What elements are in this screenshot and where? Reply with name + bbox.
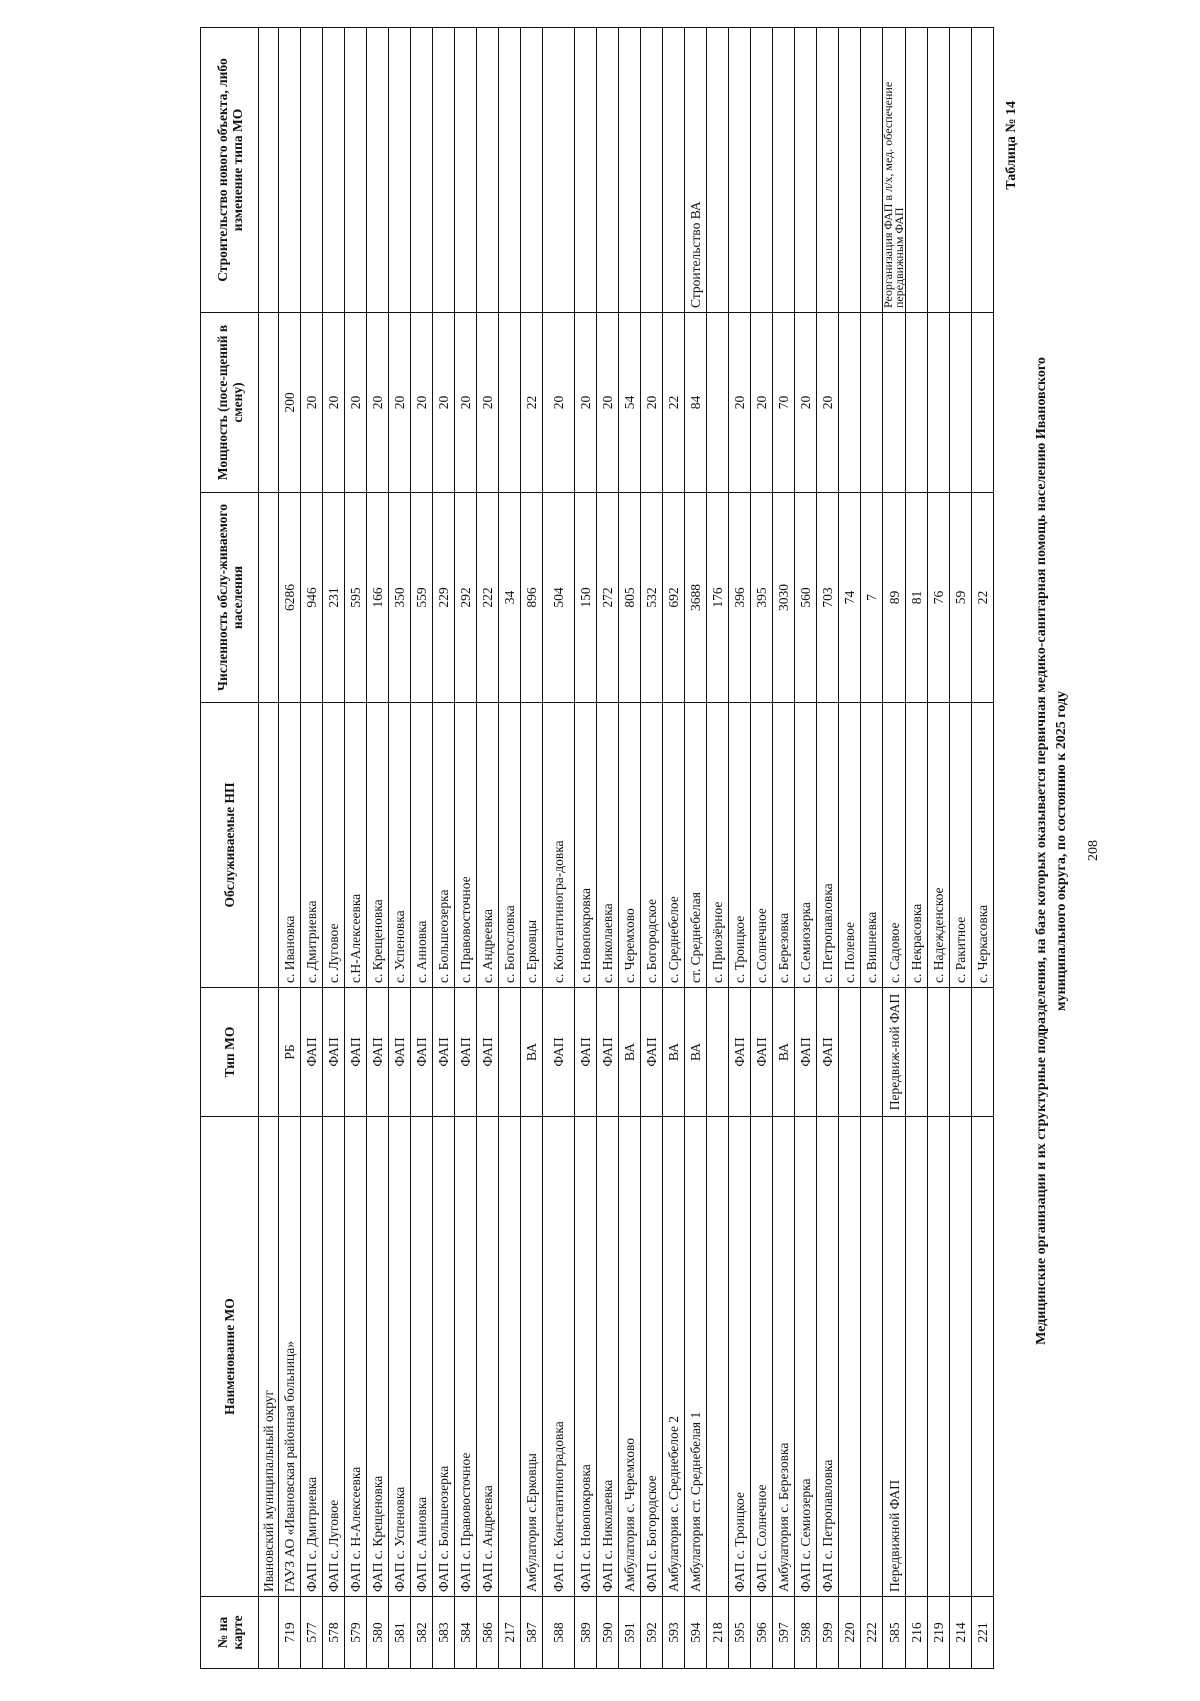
cell-population: 229 [433,493,455,703]
cell-settlement: с. Успеновка [389,703,411,988]
table-header-row [201,28,259,1669]
cell-population: 3030 [773,493,795,703]
cell-construction [597,28,619,313]
cell-org-name [707,1117,729,1597]
cell-org-name: ФАП с. Новопокровка [575,1117,597,1597]
facilities-table [200,27,994,1669]
cell-org-name: ФАП с. Дмитриевка [301,1117,323,1597]
cell-population: 395 [751,493,773,703]
cell-org-name: ФАП с. Николаевка [597,1117,619,1597]
cell-map-number: 599 [817,1597,839,1669]
cell-construction [641,28,663,313]
table-row [521,28,543,1669]
cell-org-type [950,988,972,1117]
cell-org-name: ФАП с. Луговое [323,1117,345,1597]
cell-capacity [906,313,928,493]
cell-settlement: ст. Среднебелая [685,703,707,988]
district-name: Ивановский муниципальный округ [259,1117,279,1597]
cell-org-name: ФАП с. Петропавловка [817,1117,839,1597]
cell-construction [817,28,839,313]
table-row [301,28,323,1669]
cell-capacity: 84 [685,313,707,493]
cell-org-name: ФАП с. Богородское [641,1117,663,1597]
cell-population: 805 [619,493,641,703]
cell-org-name: ФАП с. Константиноградовка [543,1117,575,1597]
cell-org-type: РБ [279,988,301,1117]
cell-population: 176 [707,493,729,703]
cell-population: 59 [950,493,972,703]
cell-org-type [972,988,994,1117]
table-row [817,28,839,1669]
cell-map-number: 588 [543,1597,575,1669]
cell-population: 6286 [279,493,301,703]
cell-population: 166 [367,493,389,703]
cell-org-type [839,988,861,1117]
table-row [641,28,663,1669]
cell-capacity [861,313,883,493]
cell-construction [389,28,411,313]
cell-org-type: ВА [521,988,543,1117]
cell-population: 292 [455,493,477,703]
cell-population: 595 [345,493,367,703]
cell-org-type: ФАП [477,988,499,1117]
cell-capacity: 200 [279,313,301,493]
cell-capacity: 20 [323,313,345,493]
cell-construction [707,28,729,313]
table-row [279,28,301,1669]
cell-capacity: 20 [455,313,477,493]
cell-map-number: 584 [455,1597,477,1669]
cell-capacity: 20 [389,313,411,493]
cell-capacity: 54 [619,313,641,493]
cell-settlement: с. Ракитное [950,703,972,988]
cell-org-type: ВА [663,988,685,1117]
cell-map-number: 595 [729,1597,751,1669]
cell-org-type: ФАП [729,988,751,1117]
cell-map-number: 218 [707,1597,729,1669]
col-header-population: Численность обслу-живаемого населения [201,493,259,703]
cell-capacity: 20 [597,313,619,493]
cell-org-type: ФАП [543,988,575,1117]
cell-org-type [861,988,883,1117]
cell-construction [279,28,301,313]
cell-population: 532 [641,493,663,703]
cell-construction [773,28,795,313]
cell-population: 504 [543,493,575,703]
cell-org-name [839,1117,861,1597]
cell-org-name: ФАП с. Андреевка [477,1117,499,1597]
cell-org-type: ФАП [795,988,817,1117]
cell-settlement: с. Андреевка [477,703,499,988]
cell-map-number: 585 [883,1597,906,1669]
cell-settlement: с. Константиногра-довка [543,703,575,988]
cell-construction [751,28,773,313]
table-row [433,28,455,1669]
district-row [259,28,279,1669]
table-row [707,28,729,1669]
cell-map-number: 719 [279,1597,301,1669]
cell-construction [367,28,389,313]
cell-construction: Строительство ВА [685,28,707,313]
cell-org-name [499,1117,521,1597]
col-header-capacity: Мощность (посе-щений в смену) [201,313,259,493]
cell-org-name: Амбулатория ст. Среднебелая 1 [685,1117,707,1597]
cell-population: 74 [839,493,861,703]
cell-map-number: 583 [433,1597,455,1669]
title-line-2: муниципального округа, по состоянию к 2025 году [1054,691,1069,1011]
cell-population: 560 [795,493,817,703]
page-title [1032,201,1072,1501]
cell-construction [455,28,477,313]
table-row [323,28,345,1669]
table-row [928,28,950,1669]
col-header-settlements: Обслуживаемые НП [201,703,259,988]
page-number: 208 [1086,840,1101,861]
cell-org-type: ФАП [597,988,619,1117]
cell-map-number: 217 [499,1597,521,1669]
cell-settlement: с. Садовое [883,703,906,988]
cell-population: 692 [663,493,685,703]
cell-population: 559 [411,493,433,703]
cell-map-number: 578 [323,1597,345,1669]
cell-capacity [883,313,906,493]
cell-construction [323,28,345,313]
cell-org-type: ФАП [575,988,597,1117]
cell-org-name: ФАП с. Н-Алексеевка [345,1117,367,1597]
cell-map-number: 220 [839,1597,861,1669]
cell-capacity: 20 [817,313,839,493]
table-row [499,28,521,1669]
table-row [477,28,499,1669]
cell-org-name: ФАП с. Троицкое [729,1117,751,1597]
cell-construction [301,28,323,313]
cell-map-number: 593 [663,1597,685,1669]
cell-map-number: 579 [345,1597,367,1669]
cell-capacity [950,313,972,493]
table-row [389,28,411,1669]
cell-population: 222 [477,493,499,703]
cell-map-number: 586 [477,1597,499,1669]
table-row [950,28,972,1669]
cell-settlement: с. Надежденское [928,703,950,988]
cell-org-name: Амбулатория с. Березовка [773,1117,795,1597]
cell-construction [861,28,883,313]
cell-map-number: 581 [389,1597,411,1669]
cell-org-name: Амбулатория с. Черемхово [619,1117,641,1597]
cell-map-number: 596 [751,1597,773,1669]
cell-population: 703 [817,493,839,703]
cell-map-number: 221 [972,1597,994,1669]
col-header-construction: Строительство нового объекта, либо изменение типа МО [201,28,259,313]
cell-settlement: с. Петропавловка [817,703,839,988]
cell-population: 396 [729,493,751,703]
cell-construction [950,28,972,313]
cell-construction [663,28,685,313]
cell-population: 7 [861,493,883,703]
cell-construction [839,28,861,313]
cell-map-number: 594 [685,1597,707,1669]
cell-map-number: 598 [795,1597,817,1669]
cell-construction [972,28,994,313]
cell-population: 946 [301,493,323,703]
col-header-type: Тип МО [201,988,259,1117]
cell-capacity: 20 [433,313,455,493]
cell-org-name [928,1117,950,1597]
cell-population: 896 [521,493,543,703]
cell-org-name: ФАП с. Правовосточное [455,1117,477,1597]
cell-org-type: ФАП [751,988,773,1117]
table-row [619,28,641,1669]
cell-population: 350 [389,493,411,703]
cell-capacity: 20 [751,313,773,493]
cell-construction [928,28,950,313]
table-row [575,28,597,1669]
cell-map-number: 587 [521,1597,543,1669]
cell-population: 150 [575,493,597,703]
cell-settlement: с. Новопокровка [575,703,597,988]
cell-org-type: ФАП [323,988,345,1117]
cell-map-number: 597 [773,1597,795,1669]
cell-org-type: ВА [773,988,795,1117]
cell-org-name: ФАП с. Семиозерка [795,1117,817,1597]
cell-construction [543,28,575,313]
cell-org-name [861,1117,883,1597]
cell-map-number: 216 [906,1597,928,1669]
cell-org-type: ФАП [411,988,433,1117]
col-header-name: Наименование МО [201,1117,259,1597]
cell-org-name [950,1117,972,1597]
cell-settlement: с. Николаевка [597,703,619,988]
cell-org-name: Амбулатория с.Ерковцы [521,1117,543,1597]
table-row [543,28,575,1669]
cell-construction [619,28,641,313]
cell-map-number: 222 [861,1597,883,1669]
title-line-1: Медицинские организации и их структурные подразделения, на базе которых оказывается первичная медико-санитарная помощь населению Ивановского [1034,357,1049,1345]
cell-org-name: Амбулатория с. Среднебелое 2 [663,1117,685,1597]
cell-settlement: с. Черкасовка [972,703,994,988]
cell-capacity [839,313,861,493]
cell-settlement: с. Богословка [499,703,521,988]
cell-org-type: ФАП [641,988,663,1117]
table-row [597,28,619,1669]
table-row [861,28,883,1669]
table-row [685,28,707,1669]
cell-settlement: с. Некрасовка [906,703,928,988]
cell-org-type [499,988,521,1117]
cell-capacity: 20 [301,313,323,493]
cell-org-type [928,988,950,1117]
cell-construction [411,28,433,313]
cell-construction [729,28,751,313]
col-header-no: № на карте [201,1597,259,1669]
cell-org-name: ФАП с. Солнечное [751,1117,773,1597]
cell-org-type: ФАП [817,988,839,1117]
cell-org-name: ФАП с. Анновка [411,1117,433,1597]
cell-settlement: с. Анновка [411,703,433,988]
cell-settlement: с. Дмитриевка [301,703,323,988]
cell-org-type [906,988,928,1117]
cell-settlement: с. Приозёрное [707,703,729,988]
table-row [367,28,389,1669]
cell-org-name: Передвижной ФАП [883,1117,906,1597]
cell-settlement: с. Семиозерка [795,703,817,988]
cell-population: 76 [928,493,950,703]
cell-org-name: ФАП с. Крещеновка [367,1117,389,1597]
cell-capacity [972,313,994,493]
cell-map-number: 580 [367,1597,389,1669]
cell-org-type: ФАП [301,988,323,1117]
table-row [795,28,817,1669]
cell-settlement: с. Ерковцы [521,703,543,988]
table-row [455,28,477,1669]
cell-settlement: с. Березовка [773,703,795,988]
cell-capacity: 20 [411,313,433,493]
cell-map-number: 592 [641,1597,663,1669]
cell-construction [795,28,817,313]
cell-org-type [707,988,729,1117]
cell-capacity: 20 [729,313,751,493]
cell-org-type: ФАП [389,988,411,1117]
cell-capacity [499,313,521,493]
cell-construction [575,28,597,313]
cell-settlement: с. Большеозерка [433,703,455,988]
cell-map-number: 591 [619,1597,641,1669]
cell-org-type: ВА [619,988,641,1117]
table-label: Таблица № 14 [1004,101,1019,190]
cell-population: 34 [499,493,521,703]
table-row [883,28,906,1669]
cell-org-type: ВА [685,988,707,1117]
cell-construction [345,28,367,313]
cell-settlement: с.Н-Алексеевка [345,703,367,988]
cell-org-name: ФАП с. Большеозерка [433,1117,455,1597]
cell-capacity: 20 [367,313,389,493]
cell-capacity: 20 [575,313,597,493]
cell-construction [499,28,521,313]
cell-settlement: с. Среднебелое [663,703,685,988]
cell-org-type: ФАП [433,988,455,1117]
cell-map-number: 590 [597,1597,619,1669]
cell-capacity: 20 [345,313,367,493]
cell-map-number: 577 [301,1597,323,1669]
cell-population: 3688 [685,493,707,703]
cell-org-name [906,1117,928,1597]
cell-settlement: с. Черемхово [619,703,641,988]
cell-org-type: ФАП [367,988,389,1117]
cell-settlement: с. Луговое [323,703,345,988]
cell-construction [521,28,543,313]
cell-settlement: с. Троицкое [729,703,751,988]
cell-capacity [707,313,729,493]
cell-settlement: с. Правовосточное [455,703,477,988]
cell-construction [906,28,928,313]
cell-settlement: с. Богородское [641,703,663,988]
cell-settlement: с. Солнечное [751,703,773,988]
cell-settlement: с. Полевое [839,703,861,988]
table-row [839,28,861,1669]
cell-org-name: ГАУЗ АО «Ивановская районная больница» [279,1117,301,1597]
cell-population: 22 [972,493,994,703]
cell-org-name: ФАП с. Успеновка [389,1117,411,1597]
cell-settlement: с. Крещеновка [367,703,389,988]
cell-org-type: ФАП [455,988,477,1117]
cell-capacity: 70 [773,313,795,493]
cell-population: 272 [597,493,619,703]
cell-settlement: с. Ивановка [279,703,301,988]
cell-map-number: 589 [575,1597,597,1669]
cell-org-type: Передвиж-ной ФАП [883,988,906,1117]
table-row [972,28,994,1669]
cell-capacity: 20 [641,313,663,493]
cell-map-number: 219 [928,1597,950,1669]
cell-map-number: 582 [411,1597,433,1669]
table-row [751,28,773,1669]
cell-capacity: 20 [543,313,575,493]
cell-capacity [928,313,950,493]
cell-population: 89 [883,493,906,703]
table-row [773,28,795,1669]
cell-population: 231 [323,493,345,703]
table-row [663,28,685,1669]
cell-capacity: 20 [477,313,499,493]
cell-capacity: 20 [795,313,817,493]
cell-population: 81 [906,493,928,703]
table-row [411,28,433,1669]
cell-map-number: 214 [950,1597,972,1669]
cell-construction [433,28,455,313]
cell-capacity: 22 [663,313,685,493]
table-row [729,28,751,1669]
cell-org-name [972,1117,994,1597]
table-row [906,28,928,1669]
cell-construction: Реорганизация ФАП в л/х, мед. обеспечение передвижным ФАП [883,28,906,313]
cell-org-type: ФАП [345,988,367,1117]
cell-capacity: 22 [521,313,543,493]
cell-construction [477,28,499,313]
table-row [345,28,367,1669]
cell-settlement: с. Вишневка [861,703,883,988]
